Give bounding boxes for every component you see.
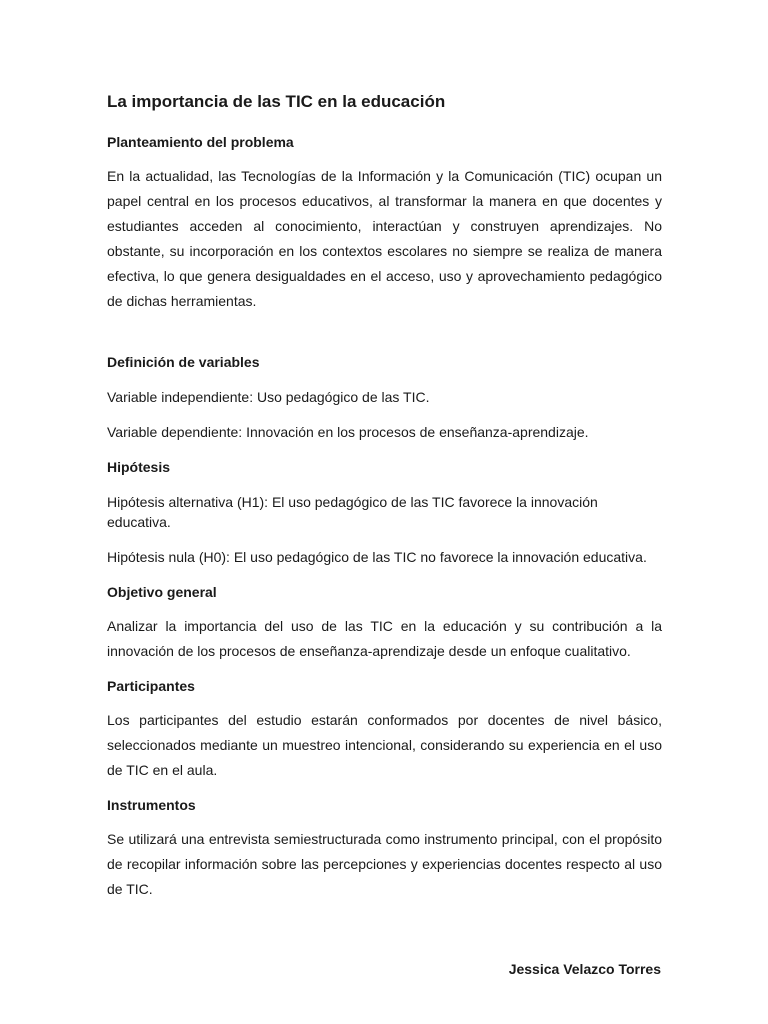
author-signature: Jessica Velazco Torres [508,961,661,977]
objective-paragraph: Analizar la importancia del uso de las TIC en la educación y su contribución a la innovación de los procesos de enseñanza-aprendizaje desde un enfoque cualitativo. [107,618,662,659]
variable-dependent: Variable dependiente: Innovación en los procesos de enseñanza-aprendizaje. [107,424,589,440]
document-body [107,90,662,902]
heading-problem: Planteamiento del problema [107,134,294,150]
hypothesis-alternative: Hipótesis alternativa (H1): El uso pedagógico de las TIC favorece la innovación educativa. [107,494,598,530]
hypothesis-null: Hipótesis nula (H0): El uso pedagógico de las TIC no favorece la innovación educativa. [107,549,647,565]
problem-paragraph: En la actualidad, las Tecnologías de la Información y la Comunicación (TIC) ocupan un papel central en los procesos educativos, al transformar la manera en que docentes y estudiantes acceden al conocimiento, interactúan y construyen aprendizajes. No obstante, su incorporación en los contextos escolares no siempre se realiza de manera efectiva, lo que genera desigualdades en el acceso, uso y aprovechamiento pedagógico de dichas herramientas. [107,168,662,309]
heading-hypothesis: Hipótesis [107,459,171,475]
participants-paragraph: Los participantes del estudio estarán conformados por docentes de nivel básico, seleccionados mediante un muestreo intencional, considerando su experiencia en el uso de TIC en el aula. [107,712,662,778]
heading-objective: Objetivo general [107,584,217,600]
heading-instruments: Instrumentos [107,797,196,813]
document-title: La importancia de las TIC en la educación [107,92,446,111]
instruments-paragraph: Se utilizará una entrevista semiestructurada como instrumento principal, con el propósito de recopilar información sobre las percepciones y experiencias docentes respecto al uso de TIC. [107,831,662,897]
heading-participants: Participantes [107,678,195,694]
variable-independent: Variable independiente: Uso pedagógico de las TIC. [107,389,430,405]
heading-variables: Definición de variables [107,354,260,370]
